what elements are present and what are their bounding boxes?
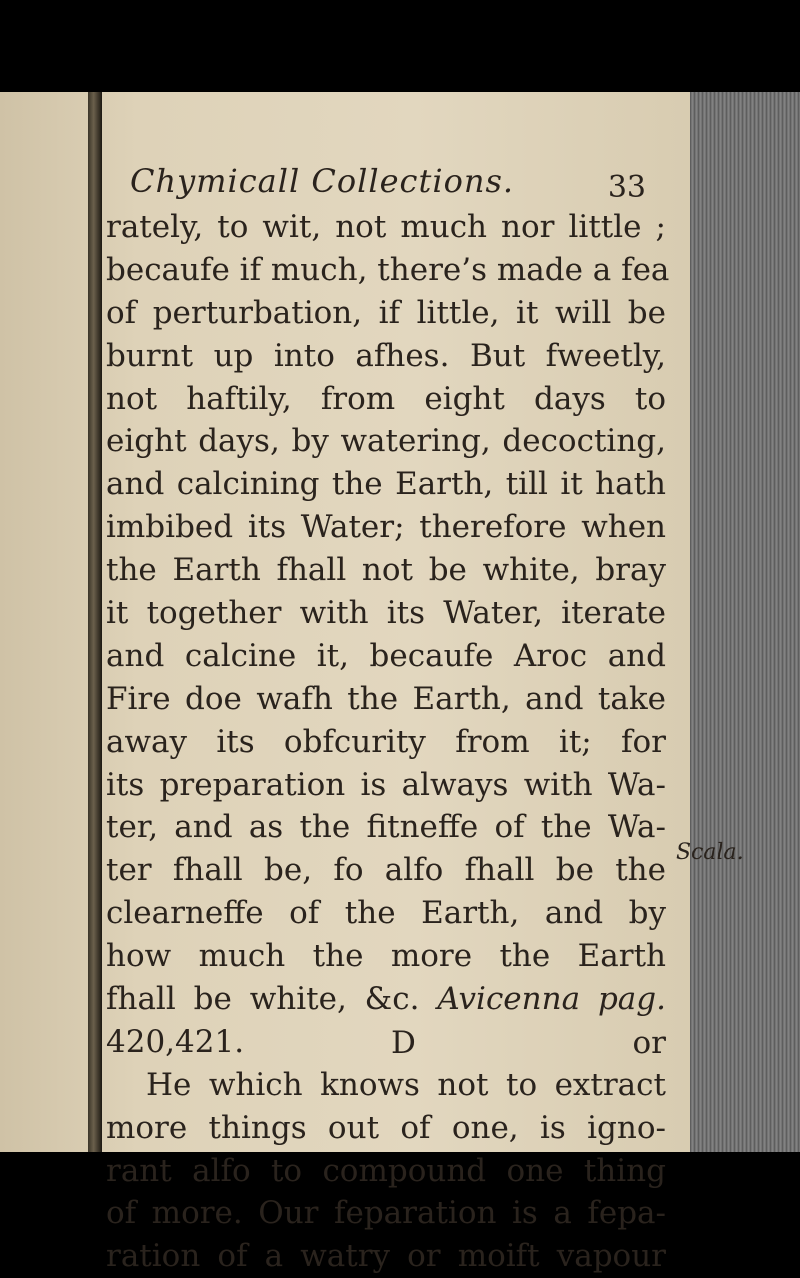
text-line: how much the more the Earth — [106, 938, 666, 975]
text-line-main: fhall be white, &c. — [106, 981, 438, 1018]
text-line: more things out of one, is igno- — [106, 1109, 666, 1146]
text-line: ter fhall be, fo alfo fhall be the — [106, 852, 666, 889]
text-line: ration of a watry or moift vapour — [106, 1238, 666, 1275]
text-line: becaufe if much, there’s made a fea — [106, 251, 670, 288]
running-title: Chymicall Collections. — [130, 162, 515, 200]
text-line: imbibed its Water; therefore when — [106, 509, 666, 546]
page-header — [130, 152, 690, 205]
text-line: of more. Our feparation is a fepa- — [106, 1195, 666, 1232]
text-line: its preparation is always with Wa- — [106, 766, 666, 803]
margin-note: Scala. — [676, 840, 744, 865]
page-number: 33 — [607, 170, 646, 205]
text-line: rately, to wit, not much nor little ; — [106, 209, 666, 245]
text-line: burnt up into afhes. But fweetly, — [106, 337, 666, 374]
page-edges — [690, 92, 800, 1152]
page-footer — [106, 1025, 666, 1065]
text-line: and calcine it, becaufe Aroc and — [106, 637, 666, 674]
text-line: clearneffe of the Earth, and by — [106, 895, 666, 932]
text-line: of perturbation, if little, it will be — [106, 294, 666, 331]
text-line: rant alfo to compound one thing — [106, 1152, 666, 1189]
page-gutter — [88, 92, 102, 1152]
text-line: Fire doe wafh the Earth, and take — [106, 680, 666, 717]
text-line — [106, 978, 666, 1021]
catchword: or — [632, 1025, 666, 1061]
text-line: away its obfcurity from it; for — [106, 723, 666, 760]
text-line: eight days, by watering, decocting, — [106, 423, 666, 460]
text-line: He which knows not to extract — [146, 1066, 666, 1103]
text-line: 420,421. — [106, 1023, 245, 1060]
text-line: not haftily, from eight days to — [106, 380, 666, 417]
citation: Avicenna pag. — [437, 981, 666, 1018]
body-text — [106, 206, 670, 1278]
text-line: the Earth fhall not be white, bray — [106, 552, 666, 589]
text-line: and calcining the Earth, till it hath — [106, 466, 666, 503]
text-line: it together with its Water, iterate — [106, 595, 666, 632]
text-line: ter, and as the fitneffe of the Wa- — [106, 809, 666, 846]
signature-mark: D — [391, 1025, 416, 1061]
